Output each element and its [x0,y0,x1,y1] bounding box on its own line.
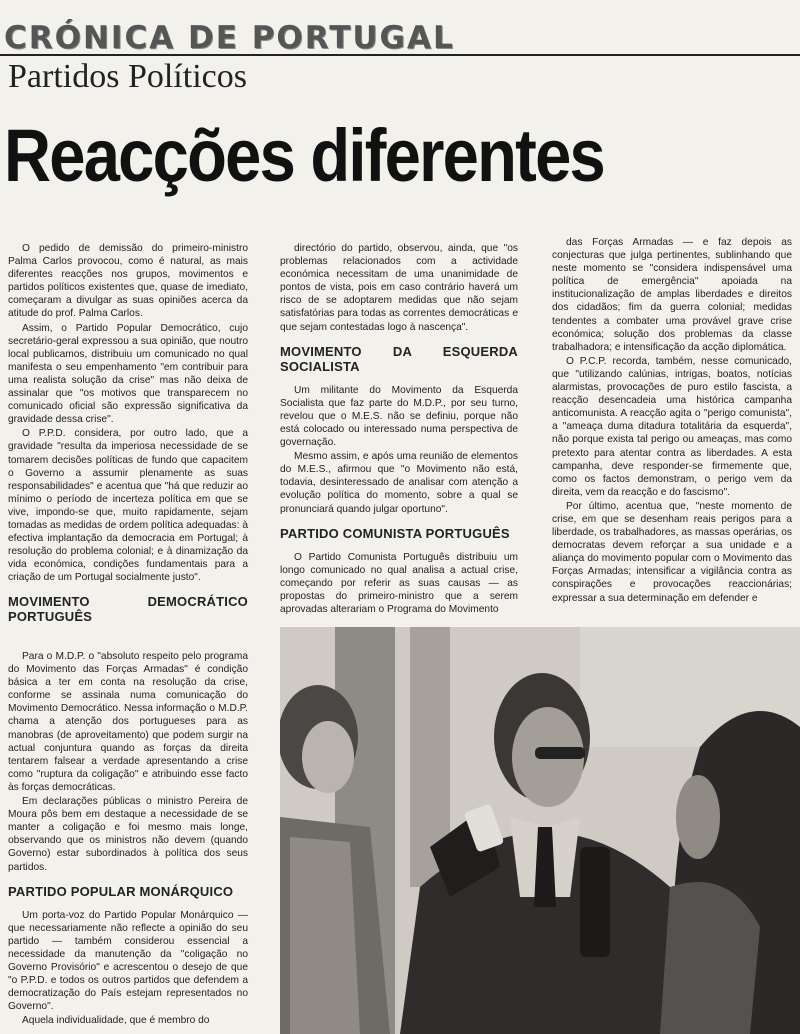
paragraph: Assim, o Partido Popular Democrático, cujo secretário-geral expressou a sua opinião, que noutro local publicamos, distribuiu um comunicado no qual manifesta o seu empenhamento "em contribuir para uma realista solução da crise" mas não deixa de assinalar que "os motivos que transparecem no comunicado oficial são expressão significativa da gravidade dessa crise". [8,322,248,426]
headline: Reacções diferentes [4,114,604,197]
article-column-2 [280,242,518,617]
paragraph: Em declarações públicas o ministro Pereira de Moura pôs bem em destaque a necessidade de se manter a coligação e foi mesmo mais longe, observando que os ministros não devem (quando Governo) estar subordinados à política dos seus partidos. [8,796,248,873]
subheading-mdp: MOVIMENTO DEMOCRÁTICO PORTUGUÊS [8,594,248,625]
subheading-ppm: PARTIDO POPULAR MONÁRQUICO [8,883,234,899]
news-photo [280,627,800,1034]
paragraph: O Partido Comunista Português distribuiu um longo comunicado no qual analisa a actual crise, começando por referir as suas causas — as propostas do primeiro-ministro que a serem aprovadas alterariam o Programa do Movimento [280,551,518,615]
paragraph: O pedido de demissão do primeiro-ministro Palma Carlos provocou, como é natural, as mais diferentes reacções nos grupos, movimentos e partidos políticos existentes que, quase de imediato, começaram a divulgar as suas opiniões acerca da atitude do prof. Palma Carlos. [8,243,248,320]
subheading-mes: MOVIMENTO DA ESQUERDA SOCIALISTA [280,343,518,374]
news-photo-illustration [280,627,800,1034]
paragraph: Um militante do Movimento da Esquerda Socialista que faz parte do M.D.P., por seu turno, revelou que o M.E.S. não se definiu, porque não está colocado ou interessado numa perspectiva de governação. [280,384,518,449]
paragraph: Para o M.D.P. o "absoluto respeito pelo programa do Movimento das Forças Armadas" é condição básica a ter em conta na resolução da crise, conforme se assinala numa comunicação do Movimento Democrático. Nessa informação o M.D.P. chama a atenção dos portugueses para as manobras (de aproveitamento) que podem surgir na actual conjuntura quando as forças da direita tentarem falsear a verdade apresentando a crise como "ruptura da coligação" e atribuindo esse facto às forças democráticas. [8,651,248,793]
masthead [0,18,800,56]
paragraph: Um porta-voz do Partido Popular Monárquico — que necessariamente não reflecte a opinião do seu partido — também considerou essencial a necessidade da manutenção da "coligação no Governo Provisório" e acrescentou o desejo de que "o P.P.D. e todos os outros partidos que defendem a democratização do País estejam representados no Governo". [8,909,248,1013]
article-column-3 [552,236,792,606]
section-title: Partidos Políticos [8,58,247,95]
paragraph: Mesmo assim, e após uma reunião de elementos do M.E.S., afirmou que "o Movimento não está, todavia, desinteressado de analisar com atenção a evolução política do momento, sobre a qual se pronunciará quando julgar oportuno". [280,451,518,515]
paragraph: Aquela individualidade, que é membro do [22,1015,210,1027]
article-column-1-lower [8,650,248,1028]
paragraph: O P.P.D. considera, por outro lado, que a gravidade "resulta da imperiosa necessidade de se tomarem decisões políticas de fundo que capacitem o Governo a assumir plenamente as suas responsabilidades" e acentua que "há que reduzir ao mínimo o período de incerteza política em que se vive, impondo-se que, muito rapidamente, sejam tomadas as medidas de ordem política adequadas: à efectiva implantação da democracia em Portugal; à resolução do problema colonial; e à dinamização da vida económica, condições fundamentais para a criação de um Portugal socialmente justo". [8,428,248,584]
article-column-1 [8,242,248,634]
paragraph: Por último, acentua que, "neste momento de crise, em que se desenham reais perigos para a liberdade, os trabalhadores, as massas operárias, os democratas devem reforçar a sua unidade e a aliança do movimento popular com o Movimento das Forças Armadas; intensificar a vigilância contra as conspirações e provocações reaccionárias; expressar a sua determinação em defender e [552,500,792,604]
paragraph: directório do partido, observou, ainda, que "os problemas relacionados com a actividade económica necessitam de uma unanimidade de pontos de vista, pois em caso contrário haverá um risco de se adoptarem medidas que não sejam satisfatórias para todas as correntes democráticas e que sejam contestadas logo à nascença". [280,243,518,333]
subheading-pcp: PARTIDO COMUNISTA PORTUGUÊS [280,525,510,541]
paragraph: O P.C.P. recorda, também, nesse comunicado, que "utilizando calúnias, intrigas, boatos, notícias alarmistas, provocações de puro estilo fascista, a reacção desencadeia uma histórica campanha anticomunista. A reacção agita o "perigo comunista", a "ameaça duma ditadura totalitária da esquerda", não porque exista tal perigo ou ameaças, mas como pretexto para atentar contra as liberdades. A esta campanha, deve responder-se firmemente que, como os factos demonstram, o perigo vem da direita, vem da reacção e do fascismo". [552,355,792,498]
paragraph: das Forças Armadas — e faz depois as conjecturas que julga pertinentes, sublinhando que neste momento se "considera indispensável uma política de emergência" apoiada na institucionalização de amplas liberdades e direitos dos cidadãos; fim da guerra colonial; medidas tendentes a combater uma provável grave crise económica; solução dos problemas da classe trabalhadora; e intensificação da acção diplomática. [552,237,792,353]
masthead-title: CRÓNICA DE PORTUGAL [4,20,455,56]
